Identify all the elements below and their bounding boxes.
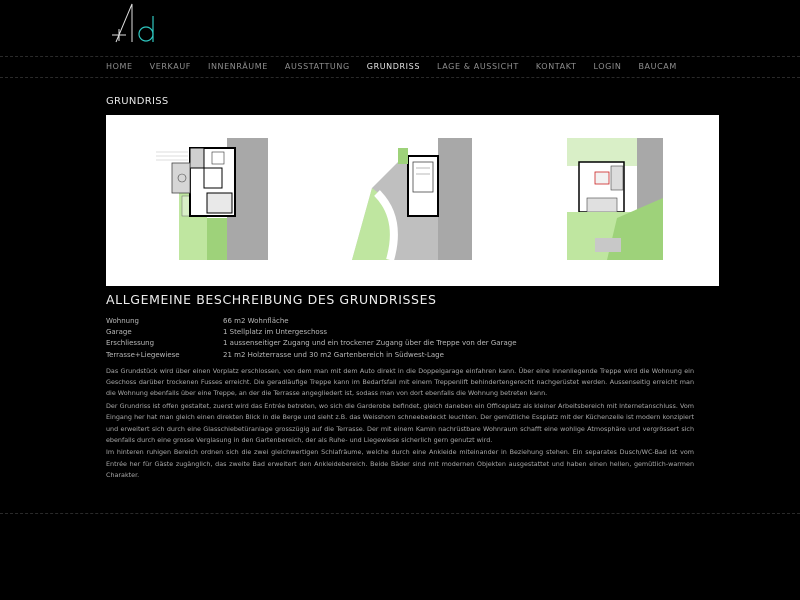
fact-row [106,350,517,361]
footer-divider [0,513,800,514]
floor-plan-garage[interactable] [352,138,472,260]
fact-row [106,316,517,327]
description-paragraph: Im hinteren ruhigen Bereich ordnen sich die zwei gleichwertigen Schlafräume, welche durch eine Ankleide miteinander in Beziehung stehen. Ein separates Dusch/WC-Bad ist vom Entrée her für Gäste zugänglich, das zweite Bad erweitert den Ankleidebereich. Beide Bäder sind mit modernen Objekten ausgestattet und haben einen hellen, gemütlich-warmen Charakter. [106,448,694,479]
fact-value: 66 m2 Wohnfläche [223,317,289,325]
nav-grundriss[interactable]: GRUNDRISS [366,62,420,71]
fact-value: 1 Stellplatz im Untergeschoss [223,328,327,337]
nav-bottom-divider [0,77,800,78]
fact-label: Wohnung [106,317,139,325]
nav-baucam[interactable]: BAUCAM [638,62,677,71]
fact-row [106,327,517,338]
fact-label: Terrasse+Liegewiese [106,350,180,359]
floor-plan-upper[interactable] [567,138,663,260]
fact-row [106,338,517,349]
page-title: GRUNDRISS [106,96,169,107]
nav-ausstattung[interactable]: AUSSTATTUNG [284,62,350,71]
floor-plan-ground[interactable] [152,138,268,260]
nav-verkauf[interactable]: VERKAUF [149,62,191,71]
nav-home[interactable]: HOME [106,62,133,71]
nav-innenraeume[interactable]: INNENRÄUME [208,62,268,71]
fact-value: 1 aussenseitiger Zugang und ein trockener Zugang über die Treppe von der Garage [223,339,517,348]
floor-plans-panel [106,115,719,286]
nav-kontakt[interactable]: KONTAKT [535,62,577,71]
fact-label: Garage [106,328,132,337]
nav-lage-aussicht[interactable]: LAGE & AUSSICHT [437,62,519,71]
fact-value: 21 m2 Holzterrasse und 30 m2 Gartenbereich in Südwest-Lage [223,350,444,359]
brand-logo[interactable] [112,2,164,44]
description [106,366,694,483]
main-nav [106,62,694,74]
facts-list [106,316,517,361]
section-title: ALLGEMEINE BESCHREIBUNG DES GRUNDRISSES [106,292,437,307]
fact-label: Erschliessung [106,339,155,348]
nav-login[interactable]: LOGIN [593,62,622,71]
nav-top-divider [0,56,800,57]
description-paragraph: Das Grundstück wird über einen Vorplatz erschlossen, von dem man mit dem Auto direkt in die Doppelgarage einfahren kann. Über eine innenliegende Treppe wird die Wohnung ein Geschoss darüber trockenen Fusses erreicht. Die geradläufige Treppe kann im Bedarfsfall mit einem Treppenlift behindertengerecht nachgerüstet werden. Aussenseitig erreicht man die Wohnung ebenfalls über eine Treppe, an der die Terrasse angegliedert ist, sodass man von dort ebenfalls die Wohnung betreten kann. [106,367,694,398]
description-paragraph: Der Grundriss ist offen gestaltet, zuerst wird das Entrée betreten, wo sich die Garderobe befindet, gleich daneben ein Officeplatz als kleiner Arbeitsbereich mit Internetanschluss. Vom Eingang her hat man gleich einen direkten Blick in die Berge und sieht z.B. das Weisshorn schneebedeckt leuchten. Der gemütliche Essplatz mit der Küchenzeile ist modern konzipiert und erweitert sich durch eine Glasschiebetüranlage grosszügig auf die Terrasse. Der mit einem Kamin nachrüstbare Wohnraum schafft eine wohlige Atmosphäre und vergrössert sich ebenfalls durch eine grosse Verglasung in den Gartenbereich, der als Ruhe- und Liegewiese sicherlich gern genutzt wird. [106,402,694,444]
